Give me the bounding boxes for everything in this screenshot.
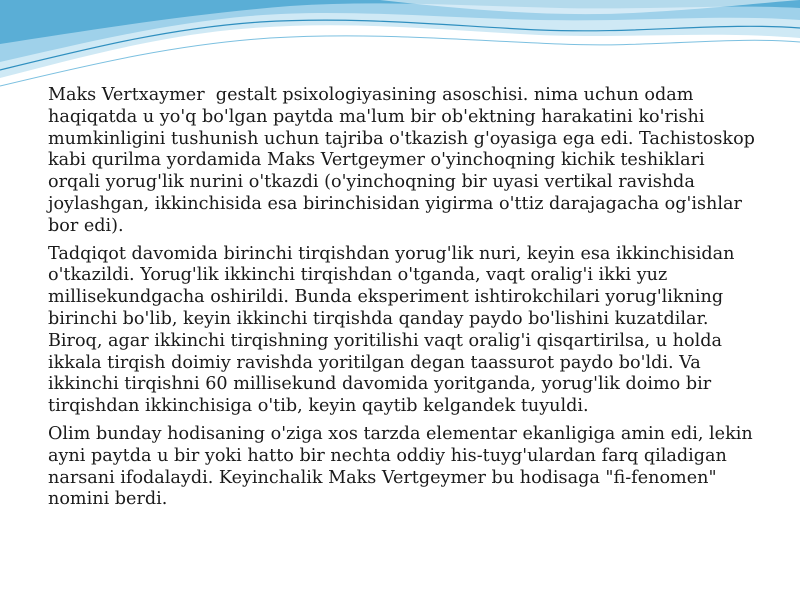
paragraph-2: Tadqiqot davomida birinchi tirqishdan yorug'lik nuri, keyin esa ikkinchisidan o'tkazildi. Yorug'lik ikkinchi tirqishdan o'tganda, vaqt oralig'i ikki yuz millisekundgacha oshirildi. Bunda eksperiment ishtirokchilari yorug'likning birinchi bo'lib, keyin ikkinchi tirqishda qanday paydo bo'lishini kuzatdilar. Biroq, agar ikkinchi tirqishning yoritilishi vaqt oralig'i qisqartirilsa, u holda ikkala tirqish doimiy ravishda yoritilgan degan taassurot paydo bo'ldi. Va ikkinchi tirqishni 60 millisekund davomida yoritganda, yorug'lik doimo bir tirqishdan ikkinchisiga o'tib, keyin qaytib kelgandek tuyuldi. [48, 243, 741, 417]
slide-body [48, 85, 760, 517]
paragraph-3: Olim bunday hodisaning o'ziga xos tarzda elementar ekanligiga amin edi, lekin ayni paytda u bir yoki hatto bir nechta oddiy his-tuyg'ulardan farq qiladigan narsani ifodalaydi. Keyinchalik Maks Vertgeymer bu hodisaga "fi-fenomen" nomini berdi. [48, 423, 759, 510]
paragraph-1: Maks Vertxaymer gestalt psixologiyasining asoschisi. nima uchun odam haqiqatda u yo'q bo'lgan paytda ma'lum bir ob'ektning harakatini ko'rishi mumkinligini tushunish uchun tajriba o'tkazish g'oyasiga ega edi. Tachistoskop kabi qurilma yordamida Maks Vertgeymer o'yinchoqning kichik teshiklari orqali yorug'lik nurini o'tkazdi (o'yinchoqning bir uyasi vertikal ravishda joylashgan, ikkinchisida esa birinchisidan yigirma o'ttiz darajagacha og'ishlar bor edi). [48, 85, 761, 236]
